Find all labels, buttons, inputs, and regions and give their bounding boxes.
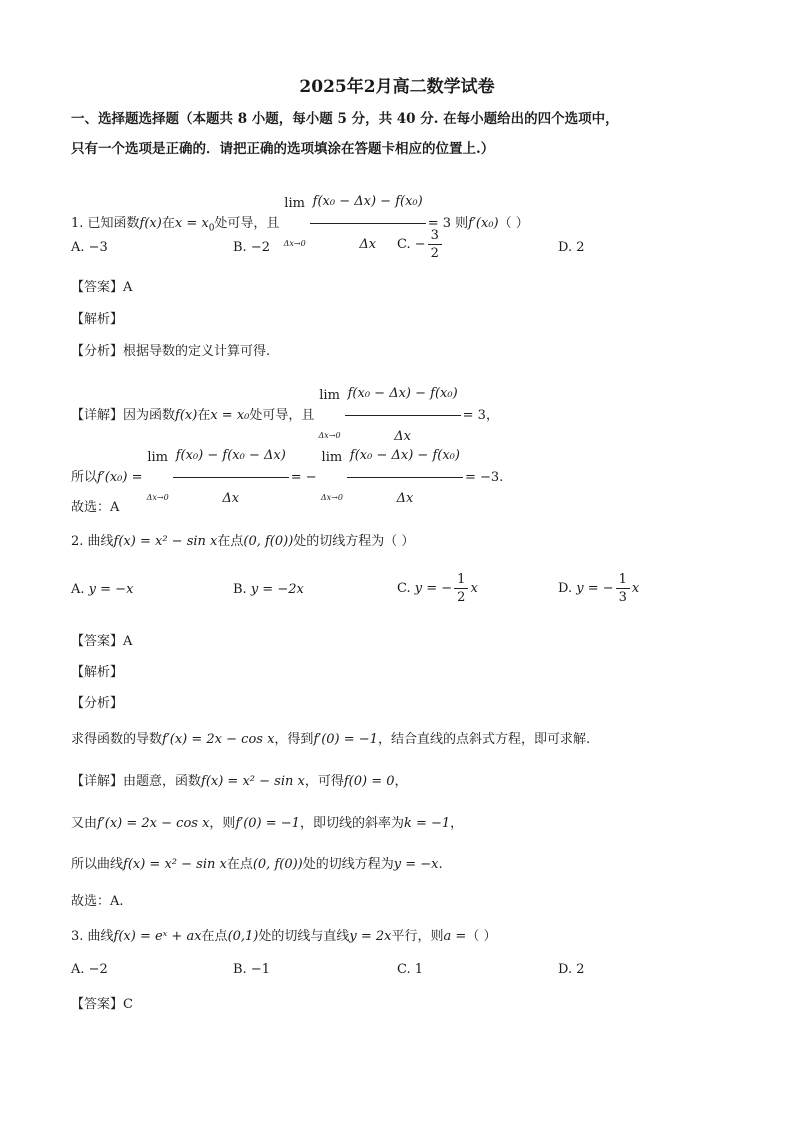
q1-prefix: 1. 已知函数 — [71, 216, 140, 231]
q2-option-c-label: C. — [397, 581, 411, 596]
q1-lim-sub: Δx→0 — [283, 238, 306, 248]
q3-option-b: B. −1 — [233, 962, 270, 977]
q2-stem-pre: 2. 曲线 — [71, 534, 114, 549]
q2-also — [71, 812, 463, 831]
q2-line1-mid: ，得到 — [274, 732, 314, 747]
q3-stem-a: a = — [443, 929, 467, 944]
q2-also-pre: 又由 — [71, 816, 98, 831]
q1-detail-pre: 【详解】因为函数 — [71, 408, 176, 423]
q1-xx0: x = x — [174, 216, 209, 231]
q3-stem — [71, 925, 496, 944]
q2-so — [71, 853, 443, 872]
q2-option-d-pre: y = − — [576, 581, 614, 596]
q2-option-c — [397, 572, 478, 605]
q2-line1-post: ，结合直线的点斜式方程，即可求解. — [377, 732, 591, 747]
q2-stem-post: 处的切线方程为（ ） — [293, 534, 415, 549]
q2-also-m1: f′(x) = 2x − cos x — [97, 816, 210, 831]
q1-so-lim2-sub: Δx→0 — [320, 492, 343, 502]
q2-also-mid2: ，即切线的斜率为 — [299, 816, 404, 831]
q1-so-limit1 — [147, 438, 169, 518]
q1-detail-at: 在 — [197, 408, 211, 423]
q1-fprime: f′(x₀) — [468, 216, 499, 231]
q1-option-d: D. 2 — [558, 240, 585, 255]
q2-option-d-frac — [616, 572, 630, 605]
q1-so-den1: Δx — [222, 491, 240, 506]
q2-d-den: 3 — [618, 590, 627, 605]
q2-stem-fx: f(x) = x² − sin x — [113, 534, 218, 549]
q1-so — [71, 436, 503, 519]
q3-stem-mid: 处的切线与直线 — [258, 929, 350, 944]
q2-line1 — [71, 728, 590, 747]
q2-so-m2: y = −x — [393, 857, 439, 872]
q1-so-pre: 所以 — [71, 470, 98, 485]
q2-option-a — [71, 582, 133, 597]
q2-analysis: 【解析】 — [71, 665, 124, 680]
q1-paren: （ ） — [498, 216, 529, 231]
q1-at: 在 — [161, 216, 175, 231]
q1-analysis: 【解析】 — [71, 312, 124, 327]
q1-so-frac2 — [347, 436, 463, 519]
page-title: 2025年2月高二数学试卷 — [299, 77, 495, 97]
q3-stem-fx: f(x) = eˣ + ax — [113, 929, 202, 944]
q1-detail-diff: 处可导，且 — [249, 408, 315, 423]
q1-detail-eq: = 3， — [462, 408, 499, 423]
q2-so-m1: f(x) = x² − sin x — [123, 857, 227, 872]
q1-then: 则 — [455, 216, 469, 231]
q2-detail-m2: f(0) = 0 — [343, 774, 395, 789]
q1-option-b: B. −2 — [233, 240, 270, 255]
q2-option-b — [233, 582, 304, 597]
q2-detail — [71, 770, 408, 789]
q2-line1-m1: f′(x) = 2x − cos x — [162, 732, 275, 747]
q1-detail-fx: f(x) — [175, 408, 198, 423]
q2-option-a-label: A. — [71, 582, 85, 597]
q2-also-m2: f′(0) = −1 — [235, 816, 300, 831]
q1-detail-lim-word: lim — [319, 387, 340, 403]
q2-stem — [71, 530, 414, 549]
q3-option-a: A. −2 — [71, 962, 108, 977]
q1-so-mid: = − — [290, 470, 317, 485]
q1-detail-den: Δx — [394, 429, 411, 444]
q2-stem-pt: (0, f(0)) — [243, 534, 294, 549]
q2-detail-post: ， — [394, 774, 408, 789]
q3-option-c: C. 1 — [397, 962, 424, 977]
q2-so-post: . — [438, 857, 443, 872]
q2-also-m3: k = −1 — [403, 816, 451, 831]
q3-stem-at: 在点 — [201, 929, 228, 944]
q2-stem-at: 在点 — [217, 534, 244, 549]
q2-also-post: ， — [450, 816, 464, 831]
q1-answer: 【答案】A — [71, 280, 133, 295]
q1-option-a: A. −3 — [71, 240, 108, 255]
q2-c-num: 1 — [454, 572, 468, 589]
q2-option-a-expr: y = −x — [88, 582, 134, 597]
q2-option-c-post: x — [470, 581, 478, 596]
q2-line1-m2: f′(0) = −1 — [313, 732, 378, 747]
q2-so-mid: 处的切线方程为 — [302, 857, 394, 872]
section-heading-line1: 一、选择题选择题（本题共 8 小题，每小题 5 分，共 40 分. 在每小题给出的四个选项中， — [71, 111, 619, 127]
q1-choose: 故选：A — [71, 500, 120, 515]
q1-eq3: = 3 — [427, 216, 451, 231]
q2-also-mid: ，则 — [209, 816, 236, 831]
q1-limit — [284, 184, 306, 264]
q2-option-b-label: B. — [233, 582, 247, 597]
q1-detail-xx0: x = x₀ — [210, 408, 250, 423]
q2-option-b-expr: y = −2x — [250, 582, 304, 597]
q1-so-limit2 — [321, 438, 343, 518]
q1-so-num1: f(x₀) − f(x₀ − Δx) — [173, 436, 289, 478]
q2-choose: 故选：A. — [71, 894, 124, 909]
q2-option-c-pre: y = − — [414, 581, 453, 596]
q1-c-den: 2 — [430, 246, 439, 261]
q1-so-lim2-word: lim — [321, 449, 343, 465]
q1-diff: 处可导，且 — [214, 216, 280, 231]
q2-option-c-frac — [454, 572, 468, 605]
q3-stem-post: 平行，则 — [391, 929, 444, 944]
q2-d-num: 1 — [616, 572, 630, 589]
q1-so-fprime: f′(x₀) = — [97, 470, 143, 485]
q1-frac-num: f(x₀ − Δx) − f(x₀) — [310, 182, 426, 224]
q1-detail-lim-sub: Δx→0 — [318, 430, 341, 440]
q2-detail-mid: ，可得 — [304, 774, 344, 789]
q2-detail-pre: 【详解】由题意，函数 — [71, 774, 202, 789]
q3-stem-line: y = 2x — [349, 929, 392, 944]
q1-fenxi: 【分析】根据导数的定义计算可得. — [71, 344, 271, 359]
q1-option-c-frac — [428, 228, 442, 261]
q3-stem-paren: （ ） — [466, 929, 497, 944]
q3-option-d: D. 2 — [558, 962, 585, 977]
q1-so-end: = −3. — [464, 470, 504, 485]
q1-so-lim1-sub: Δx→0 — [146, 492, 169, 502]
q2-answer: 【答案】A — [71, 634, 133, 649]
q2-detail-m1: f(x) = x² − sin x — [201, 774, 305, 789]
q1-option-c-label: C. − — [397, 237, 426, 252]
q1-so-num2: f(x₀ − Δx) − f(x₀) — [347, 436, 463, 478]
q2-line1-pre: 求得函数的导数 — [71, 732, 163, 747]
q2-fenxi: 【分析】 — [71, 696, 124, 711]
q1-stem — [71, 182, 529, 265]
section-heading-line2: 只有一个选项是正确的．请把正确的选项填涂在答题卡相应的位置上.） — [71, 141, 495, 157]
q1-so-frac1 — [173, 436, 289, 519]
q1-so-lim1-word: lim — [147, 449, 169, 465]
q1-lim-word: lim — [284, 195, 305, 211]
q1-fx: f(x) — [139, 216, 162, 231]
q1-x0-sub: 0 — [208, 223, 215, 234]
q2-so-pre: 所以曲线 — [71, 857, 124, 872]
q2-option-d-post: x — [631, 581, 640, 596]
q3-stem-pt: (0,1) — [227, 929, 259, 944]
q2-option-d — [558, 572, 639, 605]
q1-option-c — [397, 228, 444, 261]
q1-frac-den: Δx — [359, 237, 377, 252]
q2-so-pt: (0, f(0)) — [252, 857, 303, 872]
q1-detail-num: f(x₀ − Δx) − f(x₀) — [345, 374, 461, 416]
q2-c-den: 2 — [457, 590, 466, 605]
q3-answer: 【答案】C — [71, 997, 133, 1012]
q1-c-num: 3 — [428, 228, 442, 245]
q2-so-at: 在点 — [226, 857, 253, 872]
q1-so-den2: Δx — [396, 491, 414, 506]
q2-option-d-label: D. — [558, 581, 573, 596]
q3-stem-pre: 3. 曲线 — [71, 929, 114, 944]
